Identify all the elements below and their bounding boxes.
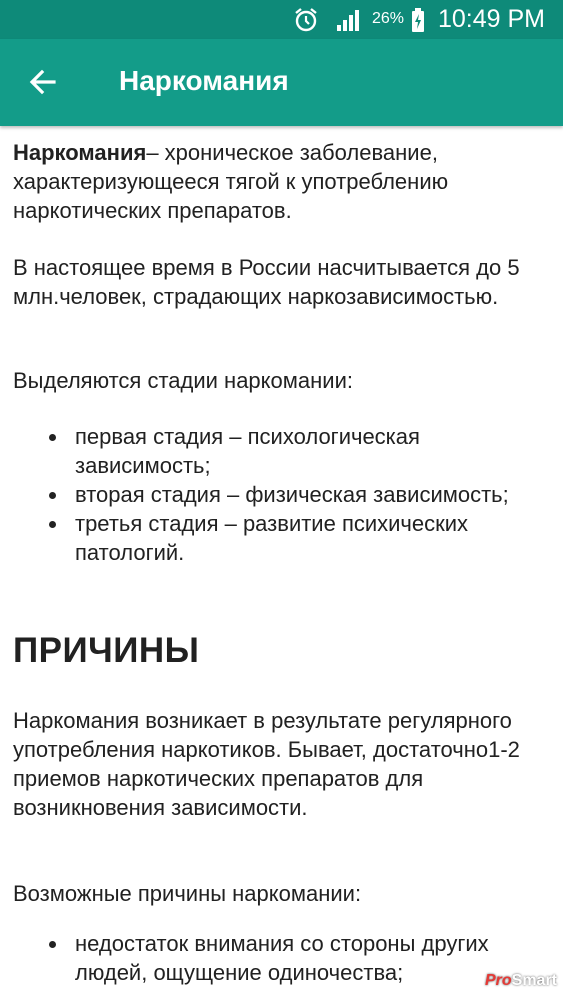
battery-charging-icon <box>411 0 425 39</box>
list-item: третья стадия – развитие психических патологий. <box>13 509 548 567</box>
alarm-icon <box>293 0 319 39</box>
causes-intro: Возможные причины наркомании: <box>13 881 362 906</box>
battery-percent: 26% <box>372 10 405 27</box>
section-heading: ПРИЧИНЫ <box>13 631 200 670</box>
intro-definition: – хроническое заболевание, характеризующееся тягой к употреблению наркотических препаратов. <box>13 140 449 223</box>
list-item: вторая стадия – физическая зависимость; <box>13 480 548 509</box>
list-item: недостаток внимания со стороны других людей, ощущение одиночества; <box>13 929 548 987</box>
bullet-icon <box>49 941 56 948</box>
intro-term: Наркомания <box>13 140 147 165</box>
signal-icon <box>336 0 362 39</box>
statistics-paragraph: В настоящее время в России насчитывается до 5 млн.человек, страдающих наркозависимостью. <box>13 255 520 309</box>
stages-intro: Выделяются стадии наркомании: <box>13 368 353 393</box>
stages-list <box>13 422 548 567</box>
bullet-icon <box>49 492 56 499</box>
app-bar <box>0 39 563 126</box>
clock: 10:49 PM <box>438 5 546 33</box>
page-title: Наркомания <box>119 65 289 96</box>
intro-paragraph <box>13 138 548 225</box>
causes-list <box>13 929 548 987</box>
causes-description: Наркомания возникает в результате регулярного употребления наркотиков. Бывает, достаточно1-2 приемов наркотических препаратов для возникновения зависимости. <box>13 708 520 820</box>
list-item: первая стадия – психологическая зависимость; <box>13 422 548 480</box>
status-bar <box>0 0 563 39</box>
arrow-back-icon[interactable] <box>26 67 60 97</box>
bullet-icon <box>49 434 56 441</box>
watermark-logo: ProSmart <box>484 972 557 989</box>
bullet-icon <box>49 521 56 528</box>
